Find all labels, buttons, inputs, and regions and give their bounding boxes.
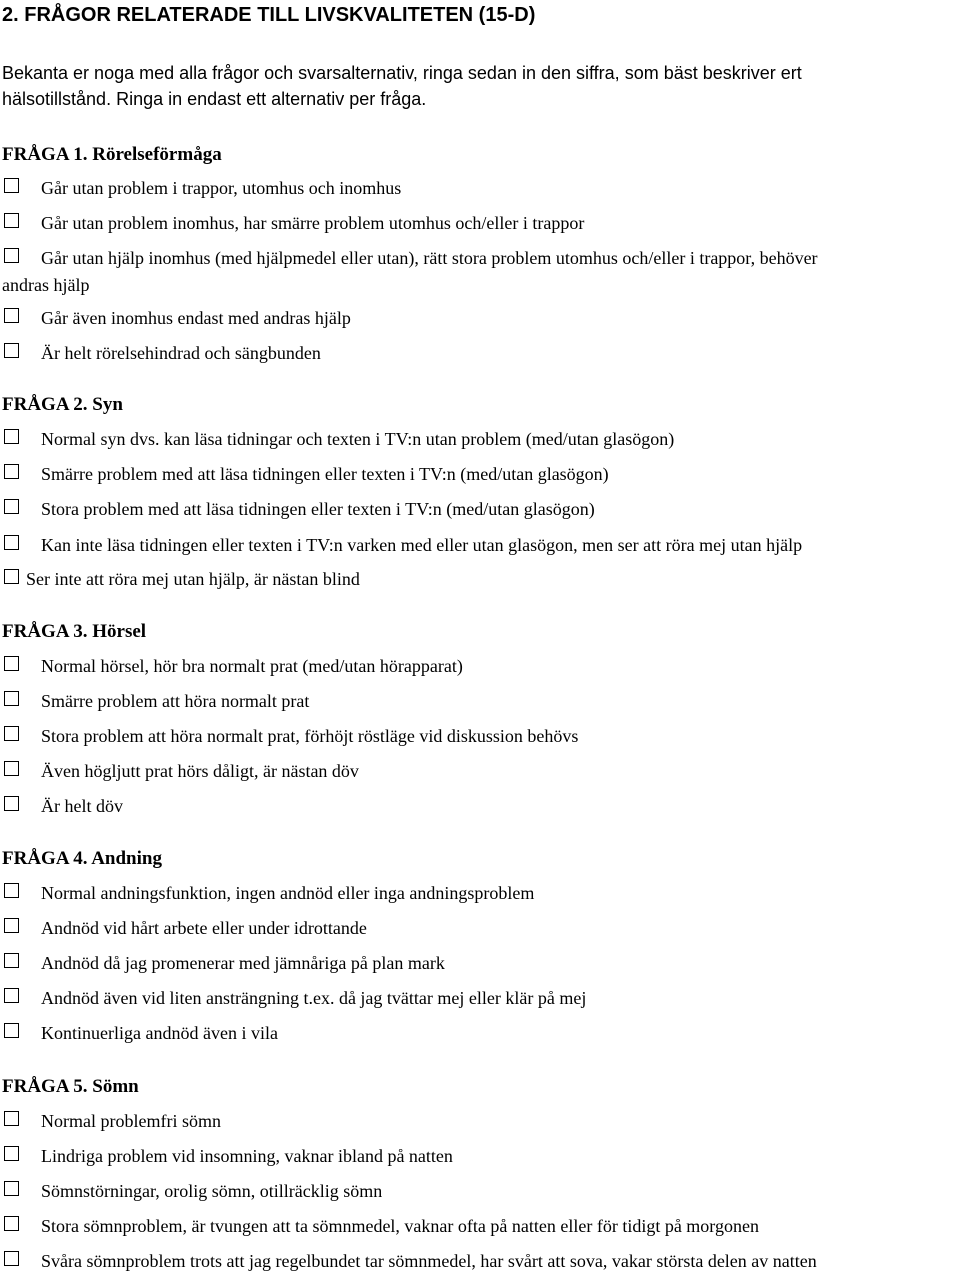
- option-label: Normal hörsel, hör bra normalt prat (med/utan hörapparat): [41, 656, 463, 676]
- checkbox[interactable]: [4, 429, 19, 444]
- option-label: Går även inomhus endast med andras hjälp: [41, 308, 351, 328]
- option-label: Svåra sömnproblem trots att jag regelbundet tar sömnmedel, har svårt att sova, vakar största delen av natten: [41, 1251, 817, 1271]
- option-label: Går utan problem inomhus, har smärre problem utomhus och/eller i trappor: [41, 213, 585, 233]
- question-4-option-2[interactable]: [4, 916, 958, 940]
- question-4-option-1[interactable]: [4, 881, 958, 905]
- checkbox[interactable]: [4, 308, 19, 323]
- checkbox[interactable]: [4, 1146, 19, 1161]
- instructions-line-1: Bekanta er noga med alla frågor och svarsalternativ, ringa sedan in den siffra, som bäst beskriver ert: [2, 63, 802, 83]
- question-2-option-3[interactable]: [4, 497, 958, 521]
- question-5-option-5[interactable]: [4, 1249, 958, 1273]
- option-label: Går utan hjälp inomhus (med hjälpmedel eller utan), rätt stora problem utomhus och/eller i trappor, behöver: [41, 248, 818, 268]
- option-label-continuation: andras hjälp: [2, 275, 90, 295]
- question-1-option-2[interactable]: [4, 211, 958, 235]
- checkbox[interactable]: [4, 691, 19, 706]
- question-1-title: FRÅGA 1. Rörelseförmåga: [2, 144, 222, 165]
- question-2-option-2[interactable]: [4, 462, 958, 486]
- checkbox[interactable]: [4, 918, 19, 933]
- option-label: Är helt rörelsehindrad och sängbunden: [41, 343, 321, 363]
- question-5-option-3[interactable]: [4, 1179, 958, 1203]
- question-5-option-4[interactable]: [4, 1214, 958, 1238]
- option-label: Stora problem med att läsa tidningen eller texten i TV:n (med/utan glasögon): [41, 499, 595, 519]
- checkbox[interactable]: [4, 343, 19, 358]
- checkbox[interactable]: [4, 796, 19, 811]
- checkbox[interactable]: [4, 213, 19, 228]
- question-4-title: FRÅGA 4. Andning: [2, 848, 162, 869]
- checkbox[interactable]: [4, 248, 19, 263]
- checkbox[interactable]: [4, 953, 19, 968]
- checkbox[interactable]: [4, 1216, 19, 1231]
- checkbox[interactable]: [4, 464, 19, 479]
- section-heading: 2. FRÅGOR RELATERADE TILL LIVSKVALITETEN (15-D): [2, 4, 536, 26]
- checkbox[interactable]: [4, 1023, 19, 1038]
- checkbox[interactable]: [4, 726, 19, 741]
- checkbox[interactable]: [4, 988, 19, 1003]
- checkbox[interactable]: [4, 656, 19, 671]
- option-label: Lindriga problem vid insomning, vaknar ibland på natten: [41, 1146, 453, 1166]
- option-label: Andnöd även vid liten ansträngning t.ex. då jag tvättar mej eller klär på mej: [41, 988, 587, 1008]
- question-1-option-3[interactable]: [4, 246, 958, 270]
- checkbox[interactable]: [4, 883, 19, 898]
- option-label: Ser inte att röra mej utan hjälp, är nästan blind: [26, 569, 360, 589]
- question-2-option-5[interactable]: [4, 567, 958, 591]
- checkbox[interactable]: [4, 499, 19, 514]
- question-2-option-4[interactable]: [4, 533, 958, 557]
- option-label: Stora sömnproblem, är tvungen att ta sömnmedel, vaknar ofta på natten eller för tidigt på morgonen: [41, 1216, 759, 1236]
- question-3-option-5[interactable]: [4, 794, 958, 818]
- checkbox[interactable]: [4, 569, 19, 584]
- question-5-title: FRÅGA 5. Sömn: [2, 1076, 139, 1097]
- option-label: Normal andningsfunktion, ingen andnöd eller inga andningsproblem: [41, 883, 535, 903]
- question-3-option-1[interactable]: [4, 654, 958, 678]
- question-2-title: FRÅGA 2. Syn: [2, 394, 123, 415]
- question-2-option-1[interactable]: [4, 427, 958, 451]
- option-label: Är helt döv: [41, 796, 123, 816]
- question-1-option-3-continuation: [2, 273, 958, 297]
- question-3-title: FRÅGA 3. Hörsel: [2, 621, 147, 642]
- question-4-option-5[interactable]: [4, 1021, 958, 1045]
- question-1-option-4[interactable]: [4, 306, 958, 330]
- instructions: [2, 60, 952, 112]
- question-3-option-4[interactable]: [4, 759, 958, 783]
- checkbox[interactable]: [4, 1111, 19, 1126]
- checkbox[interactable]: [4, 1181, 19, 1196]
- option-label: Normal syn dvs. kan läsa tidningar och texten i TV:n utan problem (med/utan glasögon): [41, 429, 675, 449]
- option-label: Sömnstörningar, orolig sömn, otillräcklig sömn: [41, 1181, 383, 1201]
- checkbox[interactable]: [4, 761, 19, 776]
- question-5-option-1[interactable]: [4, 1109, 958, 1133]
- option-label: Andnöd vid hårt arbete eller under idrottande: [41, 918, 367, 938]
- option-label: Kontinuerliga andnöd även i vila: [41, 1023, 278, 1043]
- option-label: Stora problem att höra normalt prat, förhöjt röstläge vid diskussion behövs: [41, 726, 579, 746]
- question-3-option-2[interactable]: [4, 689, 958, 713]
- question-1-option-5[interactable]: [4, 341, 958, 365]
- question-4-option-3[interactable]: [4, 951, 958, 975]
- option-label: Smärre problem att höra normalt prat: [41, 691, 310, 711]
- question-3-option-3[interactable]: [4, 724, 958, 748]
- checkbox[interactable]: [4, 1251, 19, 1266]
- instructions-line-2: hälsotillstånd. Ringa in endast ett alternativ per fråga.: [2, 89, 427, 109]
- question-4-option-4[interactable]: [4, 986, 958, 1010]
- checkbox[interactable]: [4, 535, 19, 550]
- option-label: Andnöd då jag promenerar med jämnåriga på plan mark: [41, 953, 445, 973]
- checkbox[interactable]: [4, 178, 19, 193]
- option-label: Även högljutt prat hörs dåligt, är nästan döv: [41, 761, 359, 781]
- question-1-option-1[interactable]: [4, 176, 958, 200]
- option-label: Normal problemfri sömn: [41, 1111, 221, 1131]
- option-label: Smärre problem med att läsa tidningen eller texten i TV:n (med/utan glasögon): [41, 464, 609, 484]
- question-5-option-2[interactable]: [4, 1144, 958, 1168]
- option-label: Går utan problem i trappor, utomhus och inomhus: [41, 178, 402, 198]
- option-label: Kan inte läsa tidningen eller texten i TV:n varken med eller utan glasögon, men ser att röra mej utan hjälp: [41, 535, 803, 555]
